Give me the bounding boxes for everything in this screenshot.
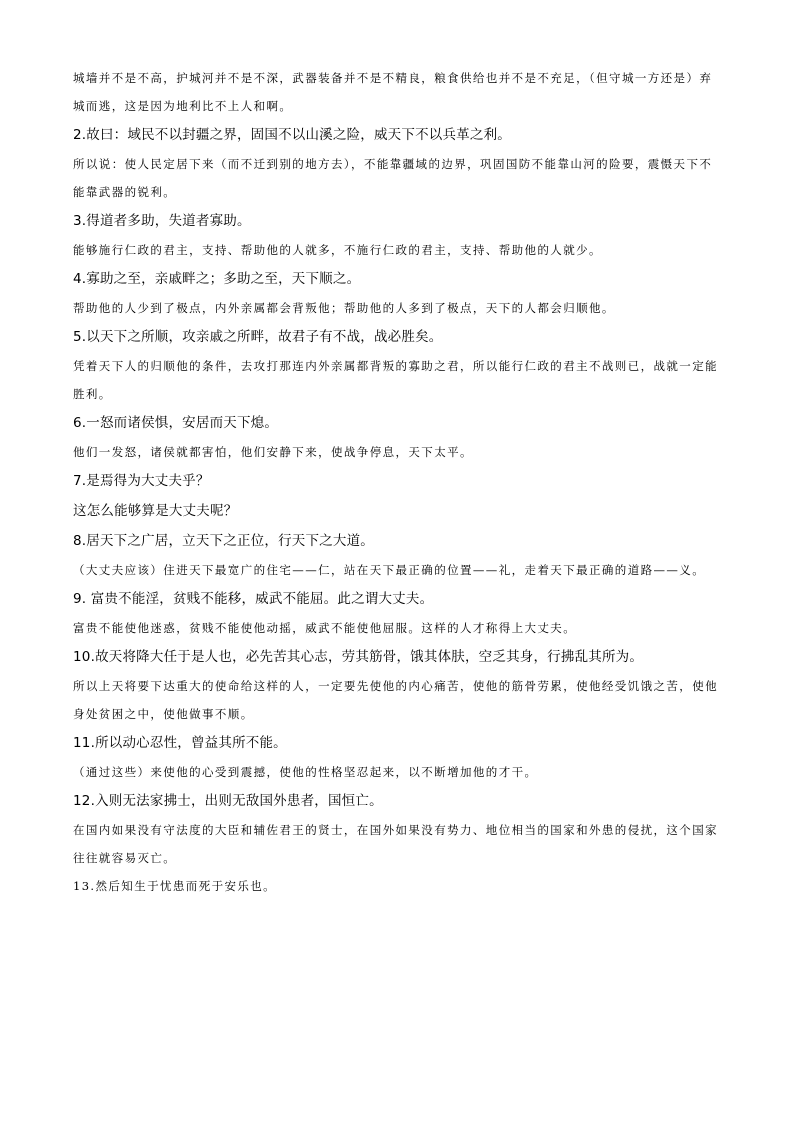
original-sentence-6: 6.一怒而诸侯惧，安居而天下熄。 (73, 415, 279, 431)
original-sentence-2: 2.故曰：域民不以封疆之界，固国不以山溪之险，威天下不以兵革之利。 (73, 127, 511, 143)
translation-line: 凭着天下人的归顺他的条件，去攻打那连内外亲属都背叛的寡助之君，所以能行仁政的君主不战则已，战就一定能胜利。 (73, 359, 718, 401)
translation-line: 他们一发怒，诸侯就都害怕，他们安静下来，使战争停息，天下太平。 (73, 445, 473, 459)
translation-line: 所以上天将要下达重大的使命给这样的人，一定要先使他的内心痛苦，使他的筋骨劳累，使他经受饥饿之苦，使他身处贫困之中，使他做事不顺。 (73, 679, 718, 721)
translation-line-7: 这怎么能够算是大丈夫呢？ (73, 503, 238, 519)
original-sentence-12: 12.入则无法家拂士，出则无敌国外患者，国恒亡。 (73, 793, 383, 809)
translation-line: 能够施行仁政的君主，支持、帮助他的人就多，不施行仁政的君主，支持、帮助他的人就少。 (73, 243, 602, 257)
translation-line: （通过这些）来使他的心受到震撼，使他的性格坚忍起来，以不断增加他的才干。 (73, 765, 538, 779)
original-sentence-3: 3.得道者多助，失道者寡助。 (73, 213, 251, 229)
translation-line: 所以说：使人民定居下来（而不迁到别的地方去），不能靠疆域的边界，巩固国防不能靠山河的险要，震慑天下不能靠武器的锐利。 (73, 157, 713, 199)
translation-line: 帮助他的人少到了极点，内外亲属都会背叛他；帮助他的人多到了极点，天下的人都会归顺他。 (73, 301, 615, 315)
original-sentence-8: 8.居天下之广居，立天下之正位，行天下之大道。 (73, 533, 374, 549)
original-sentence-11: 11.所以动心忍性，曾益其所不能。 (73, 735, 287, 751)
original-sentence-5: 5.以天下之所顺，攻亲戚之所畔，故君子有不战，战必胜矣。 (73, 329, 443, 345)
document-content (73, 64, 722, 900)
original-sentence-10: 10.故天将降大任于是人也，必先苦其心志，劳其筋骨，饿其体肤，空乏其身，行拂乱其所为。 (73, 649, 644, 665)
translation-line: 在国内如果没有守法度的大臣和辅佐君王的贤士，在国外如果没有势力、地位相当的国家和外患的侵扰，这个国家往往就容易灭亡。 (73, 823, 718, 865)
translation-line: 富贵不能使他迷惑，贫贱不能使他动摇，威武不能使他屈服。这样的人才称得上大丈夫。 (73, 621, 577, 635)
original-sentence-4: 4.寡助之至，亲戚畔之；多助之至，天下顺之。 (73, 271, 361, 287)
translation-line: 城墙并不是不高，护城河并不是不深，武器装备并不是不精良，粮食供给也并不是不充足，（但守城一方还是）弃城而逃，这是因为地利比不上人和啊。 (73, 71, 713, 113)
original-sentence-13: 13.然后知生于忧患而死于安乐也。 (73, 879, 277, 893)
translation-line: （大丈夫应该）住进天下最宽广的住宅——仁，站在天下最正确的位置——礼，走着天下最正确的道路——义。 (73, 563, 706, 577)
original-sentence-9: 9. 富贵不能淫，贫贱不能移，威武不能屈。此之谓大丈夫。 (73, 591, 434, 607)
original-sentence-7: 7.是焉得为大丈夫乎？ (73, 473, 210, 489)
